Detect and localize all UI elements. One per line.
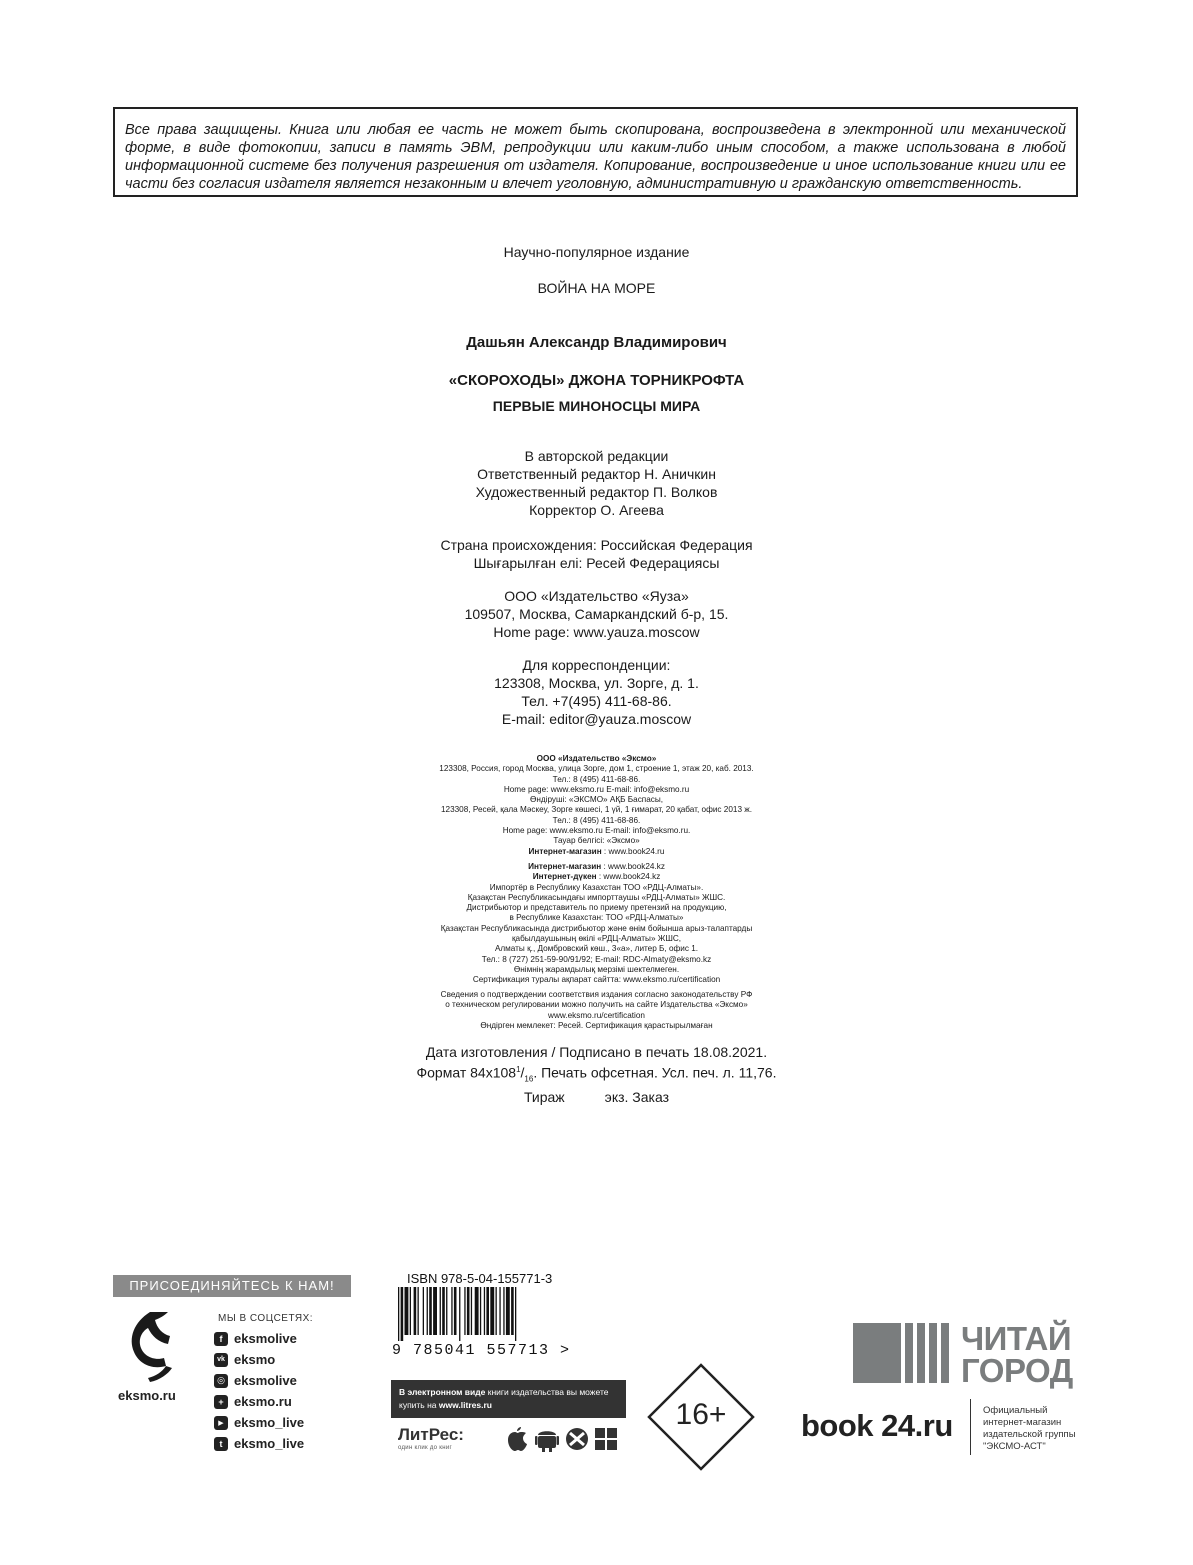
barcode-bar xyxy=(490,1287,494,1335)
barcode-bar xyxy=(405,1287,409,1335)
legal-line: қабылдаушының өкілі «РДЦ-Алматы» ЖШС, xyxy=(511,934,682,944)
barcode-bar xyxy=(511,1287,514,1335)
legal-line: Сведения о подтверждении соответствия издания согласно законодательству РФ xyxy=(440,990,753,999)
print-run: Тираж экз. Заказ xyxy=(523,1089,670,1106)
publisher xyxy=(0,587,1193,641)
barcode-bar xyxy=(440,1287,441,1335)
legal-line: Импортёр в Республику Казахстан ТОО «РДЦ-Алматы». xyxy=(489,882,704,892)
barcode-bar xyxy=(471,1287,472,1335)
youtube-icon: ▶ xyxy=(214,1416,228,1430)
barcode-bar xyxy=(442,1287,445,1335)
chitai-gorod-logo-text: ЧИТАЙ ГОРОД xyxy=(961,1320,1073,1389)
origin-line: Страна происхождения: Российская Федерация xyxy=(440,537,753,553)
legal-line: www.eksmo.ru/certification xyxy=(548,1010,645,1020)
barcode-bar xyxy=(496,1287,497,1335)
social-item-vk[interactable]: vk eksmo xyxy=(214,1352,275,1367)
rights-notice: Все права защищены. Книга или любая ее часть не может быть скопирована, воспроизведена в электронной или механической форме, в виде фотокопии, записи в память ЭВМ, репродукции или каким-либо иным способом, а также использована в любой информационной системе без получения разрешения от издателя. Копирование, воспроизведение и иное использование книги или ее части без согласия издателя является незаконным и влечет уголовную, административную и гражданскую ответственность. xyxy=(113,107,1078,197)
barcode-bar xyxy=(429,1287,432,1335)
legal-line: Өнімнің жарамдылық мерзімі шектелмеген. xyxy=(513,964,680,974)
divider xyxy=(970,1399,971,1455)
eksmo-logo-icon xyxy=(122,1308,178,1382)
legal-line: ООО «Издательство «Эксмо» xyxy=(536,754,657,763)
litres-logo: ЛитРес: xyxy=(398,1425,464,1444)
social-item-eksmo-ru[interactable]: + eksmo.ru xyxy=(214,1394,292,1409)
barcode-bar xyxy=(433,1287,437,1335)
legal-line: Өндіруші: «ЭКСМО» АҚБ Баспасы, xyxy=(529,795,664,805)
barcode-bar xyxy=(446,1287,447,1335)
barcode-bar xyxy=(414,1287,417,1335)
barcode-bar xyxy=(418,1287,419,1335)
legal-line: Дистрибьютор и представитель по приему претензий на продукцию, xyxy=(466,903,727,913)
legal-line: Тел.: 8 (495) 411-68-86. xyxy=(552,815,641,825)
legal-line: Өндірген мемлекет: Ресей. Сертификация қарастырылмаған xyxy=(480,1020,713,1030)
credit-line: Корректор О. Агеева xyxy=(529,502,664,518)
legal-line: Интернет-дүкен : www.book24.kz xyxy=(532,872,661,882)
print-date: Дата изготовления / Подписано в печать 18.08.2021. xyxy=(425,1044,768,1060)
barcode-bar xyxy=(506,1287,510,1335)
publisher-line: Home page: www.yauza.moscow xyxy=(493,624,700,640)
barcode-bar xyxy=(459,1287,460,1341)
twitter-icon: t xyxy=(214,1437,228,1451)
credits xyxy=(0,447,1193,519)
apple-icon xyxy=(508,1427,527,1451)
social-item-youtube[interactable]: ▶ eksmo_live xyxy=(214,1415,304,1430)
barcode-bar xyxy=(480,1287,481,1335)
legal-line: Интернет-магазин : www.book24.ru xyxy=(528,846,665,856)
legal-line: 123308, Россия, город Москва, улица Зорге, дом 1, строение 1, этаж 20, каб. 2013. xyxy=(439,764,754,774)
book24-logo: book 24.ru xyxy=(801,1408,953,1443)
barcode-bar xyxy=(464,1287,465,1335)
print-format: Формат $84x108^1/_{16}$. Печать офсетная. Усл. печ. л. 11,76. xyxy=(416,1064,777,1084)
age-rating: 16+ xyxy=(675,1398,727,1431)
chitai-gorod-logo-icon xyxy=(853,1323,957,1383)
facebook-icon: f xyxy=(214,1332,228,1346)
vk-icon: vk xyxy=(214,1353,228,1367)
correspondence-line: 123308, Москва, ул. Зорге, д. 1. xyxy=(494,675,699,691)
litres-banner: В электронном виде книги издательства вы можете купить на www.litres.ru xyxy=(391,1380,626,1418)
join-us-banner: ПРИСОЕДИНЯЙТЕСЬ К НАМ! xyxy=(113,1275,351,1297)
origin-line: Шығарылған елі: Ресей Федерациясы xyxy=(473,555,720,571)
correspondence-line: E-mail: editor@yauza.moscow xyxy=(501,711,692,727)
xbox-icon xyxy=(566,1428,588,1450)
barcode-bar xyxy=(503,1287,504,1335)
eksmo-site-link[interactable]: eksmo.ru xyxy=(118,1388,176,1403)
correspondence-line: Тел. +7(495) 411-68-86. xyxy=(521,693,672,709)
legal-line: Қазақстан Республикасында дистрибьютор және өнім бойынша арыз-талаптарды xyxy=(440,923,753,933)
android-icon xyxy=(535,1431,559,1452)
social-item-facebook[interactable]: f eksmolive xyxy=(214,1331,297,1346)
litres-tagline: один клик до книг xyxy=(398,1445,452,1451)
barcode-bar xyxy=(475,1287,479,1335)
author: Дашьян Александр Владимирович xyxy=(466,334,727,351)
credit-line: В авторской редакции xyxy=(524,448,669,464)
barcode-bar xyxy=(451,1287,452,1335)
correspondence xyxy=(0,656,1193,728)
official-store-note: Официальный интернет-магазин издательской группы "ЭКСМО-АСТ" xyxy=(983,1405,1076,1452)
social-title: МЫ В СОЦСЕТЯХ: xyxy=(218,1313,314,1324)
barcode-bar xyxy=(499,1287,500,1335)
legal-line: Интернет-магазин : www.book24.kz xyxy=(528,862,665,871)
book-subtitle: ПЕРВЫЕ МИНОНОСЦЫ МИРА xyxy=(492,398,701,414)
instagram-icon: ◎ xyxy=(214,1374,228,1388)
platform-icons xyxy=(503,1426,621,1452)
barcode-bar xyxy=(423,1287,424,1335)
publisher-line: 109507, Москва, Самаркандский б-р, 15. xyxy=(464,606,729,622)
barcode-bar xyxy=(410,1287,411,1335)
eksmo-legal-block-1 xyxy=(0,754,1193,857)
legal-line: Сертификация туралы ақпарат сайтта: www.eksmo.ru/certification xyxy=(472,975,721,985)
credit-line: Ответственный редактор Н. Аничкин xyxy=(477,466,716,482)
barcode-bar xyxy=(515,1287,516,1341)
windows-icon xyxy=(595,1428,617,1450)
social-item-twitter[interactable]: t eksmo_live xyxy=(214,1436,304,1451)
legal-line: Тауар белгісі: «Эксмо» xyxy=(553,836,640,846)
barcode-bar xyxy=(401,1287,404,1341)
eksmo-legal-block-2 xyxy=(0,862,1193,986)
credit-line: Художественный редактор П. Волков xyxy=(475,484,718,500)
legal-line: Тел.: 8 (727) 251-59-90/91/92; E-mail: RDC-Almaty@eksmo.kz xyxy=(481,954,712,964)
legal-line: о техническом регулировании можно получить на сайте Издательства «Эксмо» xyxy=(445,1000,748,1010)
barcode-bar xyxy=(427,1287,428,1335)
barcode-bar xyxy=(398,1287,399,1341)
legal-line: Қазақстан Республикасындағы импорттаушы «РДЦ-Алматы» ЖШС. xyxy=(467,892,726,902)
barcode xyxy=(398,1287,556,1341)
social-item-instagram[interactable]: ◎ eksmolive xyxy=(214,1373,297,1388)
barcode-bar xyxy=(467,1287,470,1335)
legal-line: Алматы қ., Домбровский көш., 3«а», литер Б, офис 1. xyxy=(494,944,699,954)
edition-type: Научно-популярное издание xyxy=(503,244,690,260)
isbn: ISBN 978-5-04-155771-3 xyxy=(407,1271,553,1286)
legal-line: в Республике Казахстан: ТОО «РДЦ-Алматы» xyxy=(509,913,684,923)
legal-line: Home page: www.eksmo.ru E-mail: info@eksmo.ru. xyxy=(502,826,691,836)
barcode-bar xyxy=(486,1287,489,1335)
eksmo-legal-block-3 xyxy=(0,990,1193,1031)
series-title: ВОЙНА НА МОРЕ xyxy=(537,280,656,296)
book-title: «СКОРОХОДЫ» ДЖОНА ТОРНИКРОФТА xyxy=(448,372,745,389)
print-info xyxy=(0,1043,1193,1106)
publisher-line: ООО «Издательство «Яуза» xyxy=(504,588,689,604)
correspondence-line: Для корреспонденции: xyxy=(522,657,671,673)
eksmo-ru-icon: + xyxy=(214,1395,228,1409)
legal-line: Тел.: 8 (495) 411-68-86. xyxy=(552,774,641,784)
legal-line: 123308, Ресей, қала Мәскеу, Зорге көшесі, 1 үй, 1 ғимарат, 20 қабат, офис 2013 ж. xyxy=(440,805,753,815)
origin xyxy=(0,536,1193,572)
legal-line: Home page: www.eksmo.ru E-mail: info@eksmo.ru xyxy=(503,784,690,794)
barcode-bar xyxy=(484,1287,485,1335)
barcode-digits: 9 785041 557713 > xyxy=(392,1342,571,1359)
barcode-bar xyxy=(454,1287,457,1335)
